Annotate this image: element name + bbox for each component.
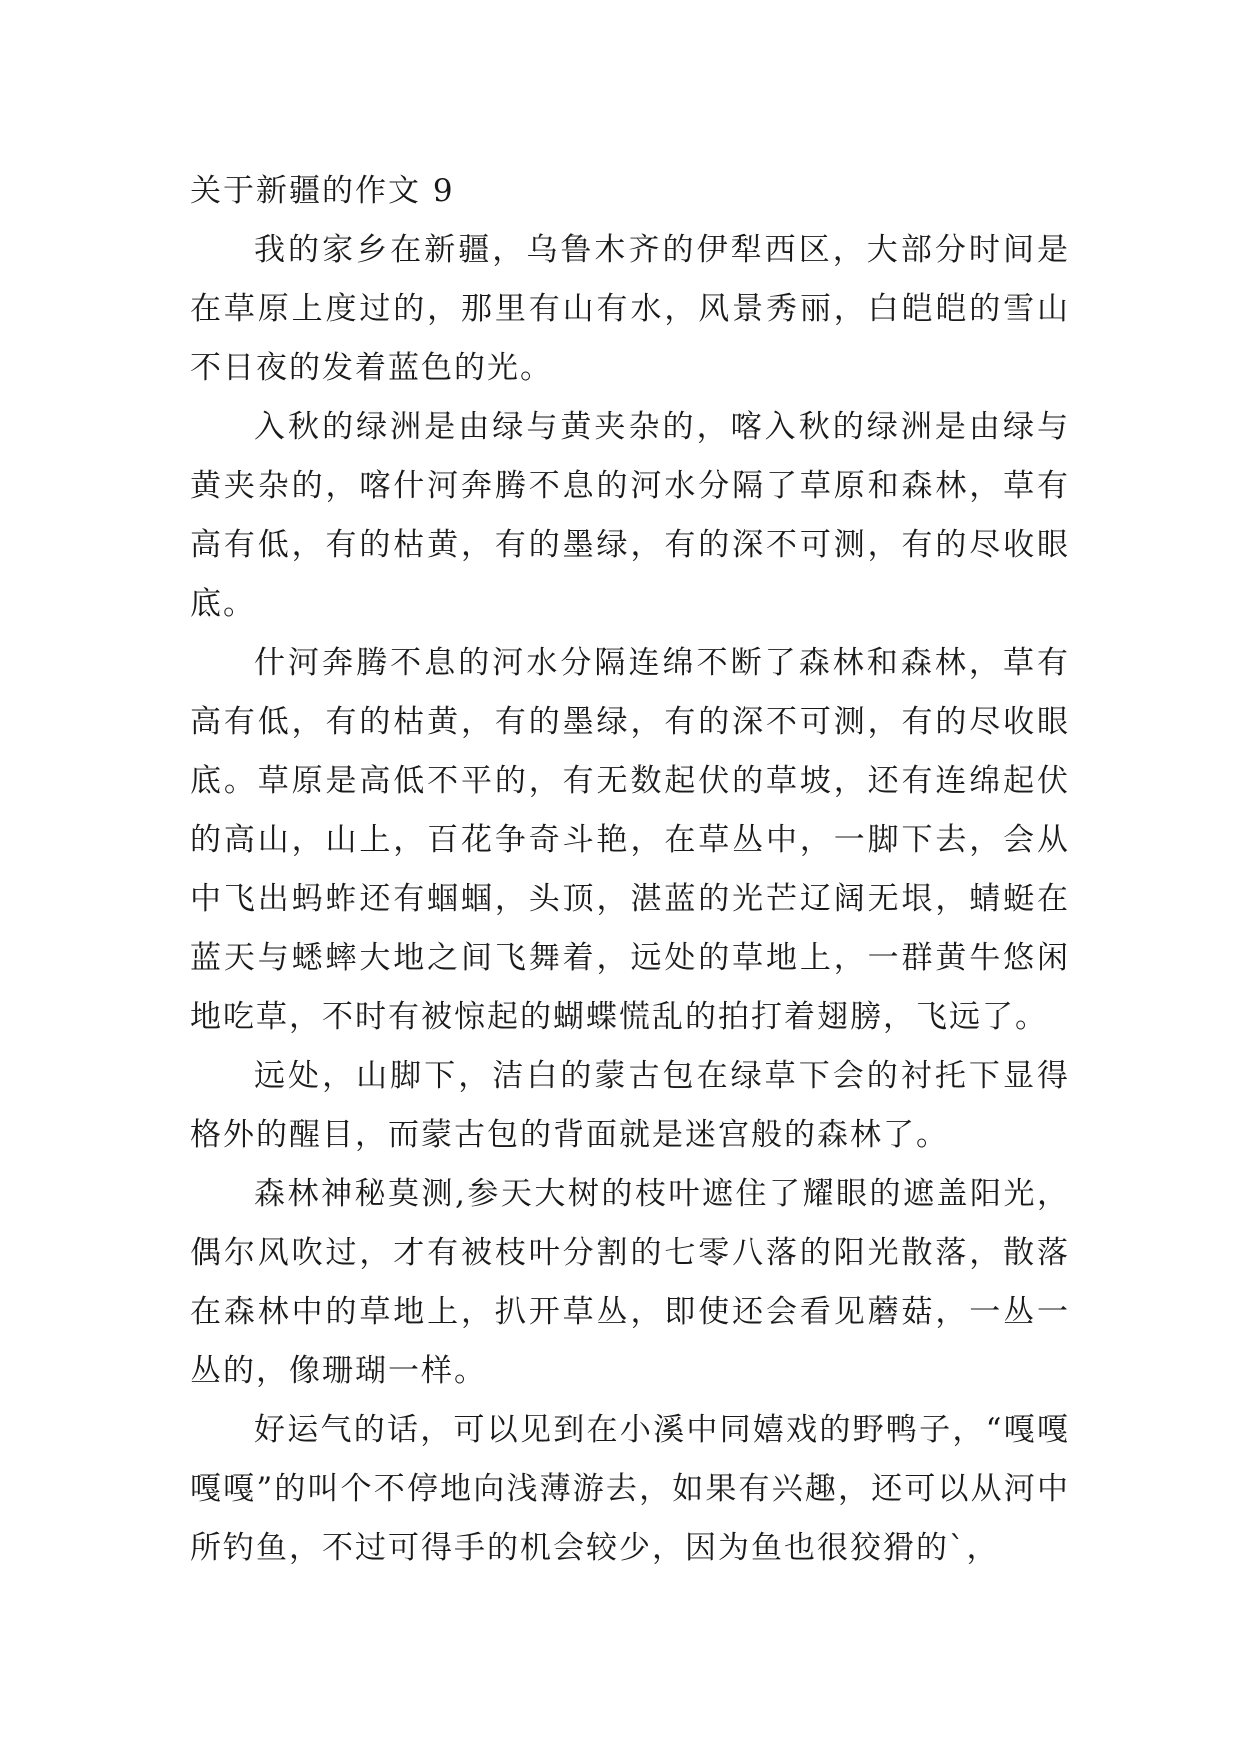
paragraph-3: 什河奔腾不息的河水分隔连绵不断了森林和森林，草有高有低，有的枯黄，有的墨绿，有的深不可测，有的尽收眼底。草原是高低不平的，有无数起伏的草坡，还有连绵起伏的高山，山上，百花争奇斗艳，在草丛中，一脚下去，会从中飞出蚂蚱还有蝈蝈，头顶，湛蓝的光芒辽阔无垠，蜻蜓在蓝天与蟋蟀大地之间飞舞着，远处的草地上，一群黄牛悠闲地吃草，不时有被惊起的蝴蝶慌乱的拍打着翅膀，飞远了。 bbox=[190, 645, 1070, 1035]
document-body bbox=[190, 162, 1070, 1578]
paragraph-6: 好运气的话，可以见到在小溪中同嬉戏的野鸭子，“嘎嘎嘎嘎”的叫个不停地向浅薄游去，如果有兴趣，还可以从河中所钓鱼，不过可得手的机会较少，因为鱼也很狡猾的`， bbox=[190, 1412, 1070, 1566]
paragraph-4: 远处，山脚下，洁白的蒙古包在绿草下会的衬托下显得格外的醒目，而蒙古包的背面就是迷宫般的森林了。 bbox=[190, 1058, 1070, 1153]
paragraph-5: 森林神秘莫测,参天大树的枝叶遮住了耀眼的遮盖阳光，偶尔风吹过，才有被枝叶分割的七零八落的阳光散落，散落在森林中的草地上，扒开草丛，即使还会看见蘑菇，一丛一丛的，像珊瑚一样。 bbox=[190, 1176, 1070, 1389]
document-title: 关于新疆的作文 9 bbox=[190, 173, 455, 209]
paragraph-1: 我的家乡在新疆，乌鲁木齐的伊犁西区，大部分时间是在草原上度过的，那里有山有水，风景秀丽，白皑皑的雪山不日夜的发着蓝色的光。 bbox=[190, 232, 1070, 386]
paragraph-2: 入秋的绿洲是由绿与黄夹杂的，喀入秋的绿洲是由绿与黄夹杂的，喀什河奔腾不息的河水分隔了草原和森林，草有高有低，有的枯黄，有的墨绿，有的深不可测，有的尽收眼底。 bbox=[190, 409, 1070, 622]
